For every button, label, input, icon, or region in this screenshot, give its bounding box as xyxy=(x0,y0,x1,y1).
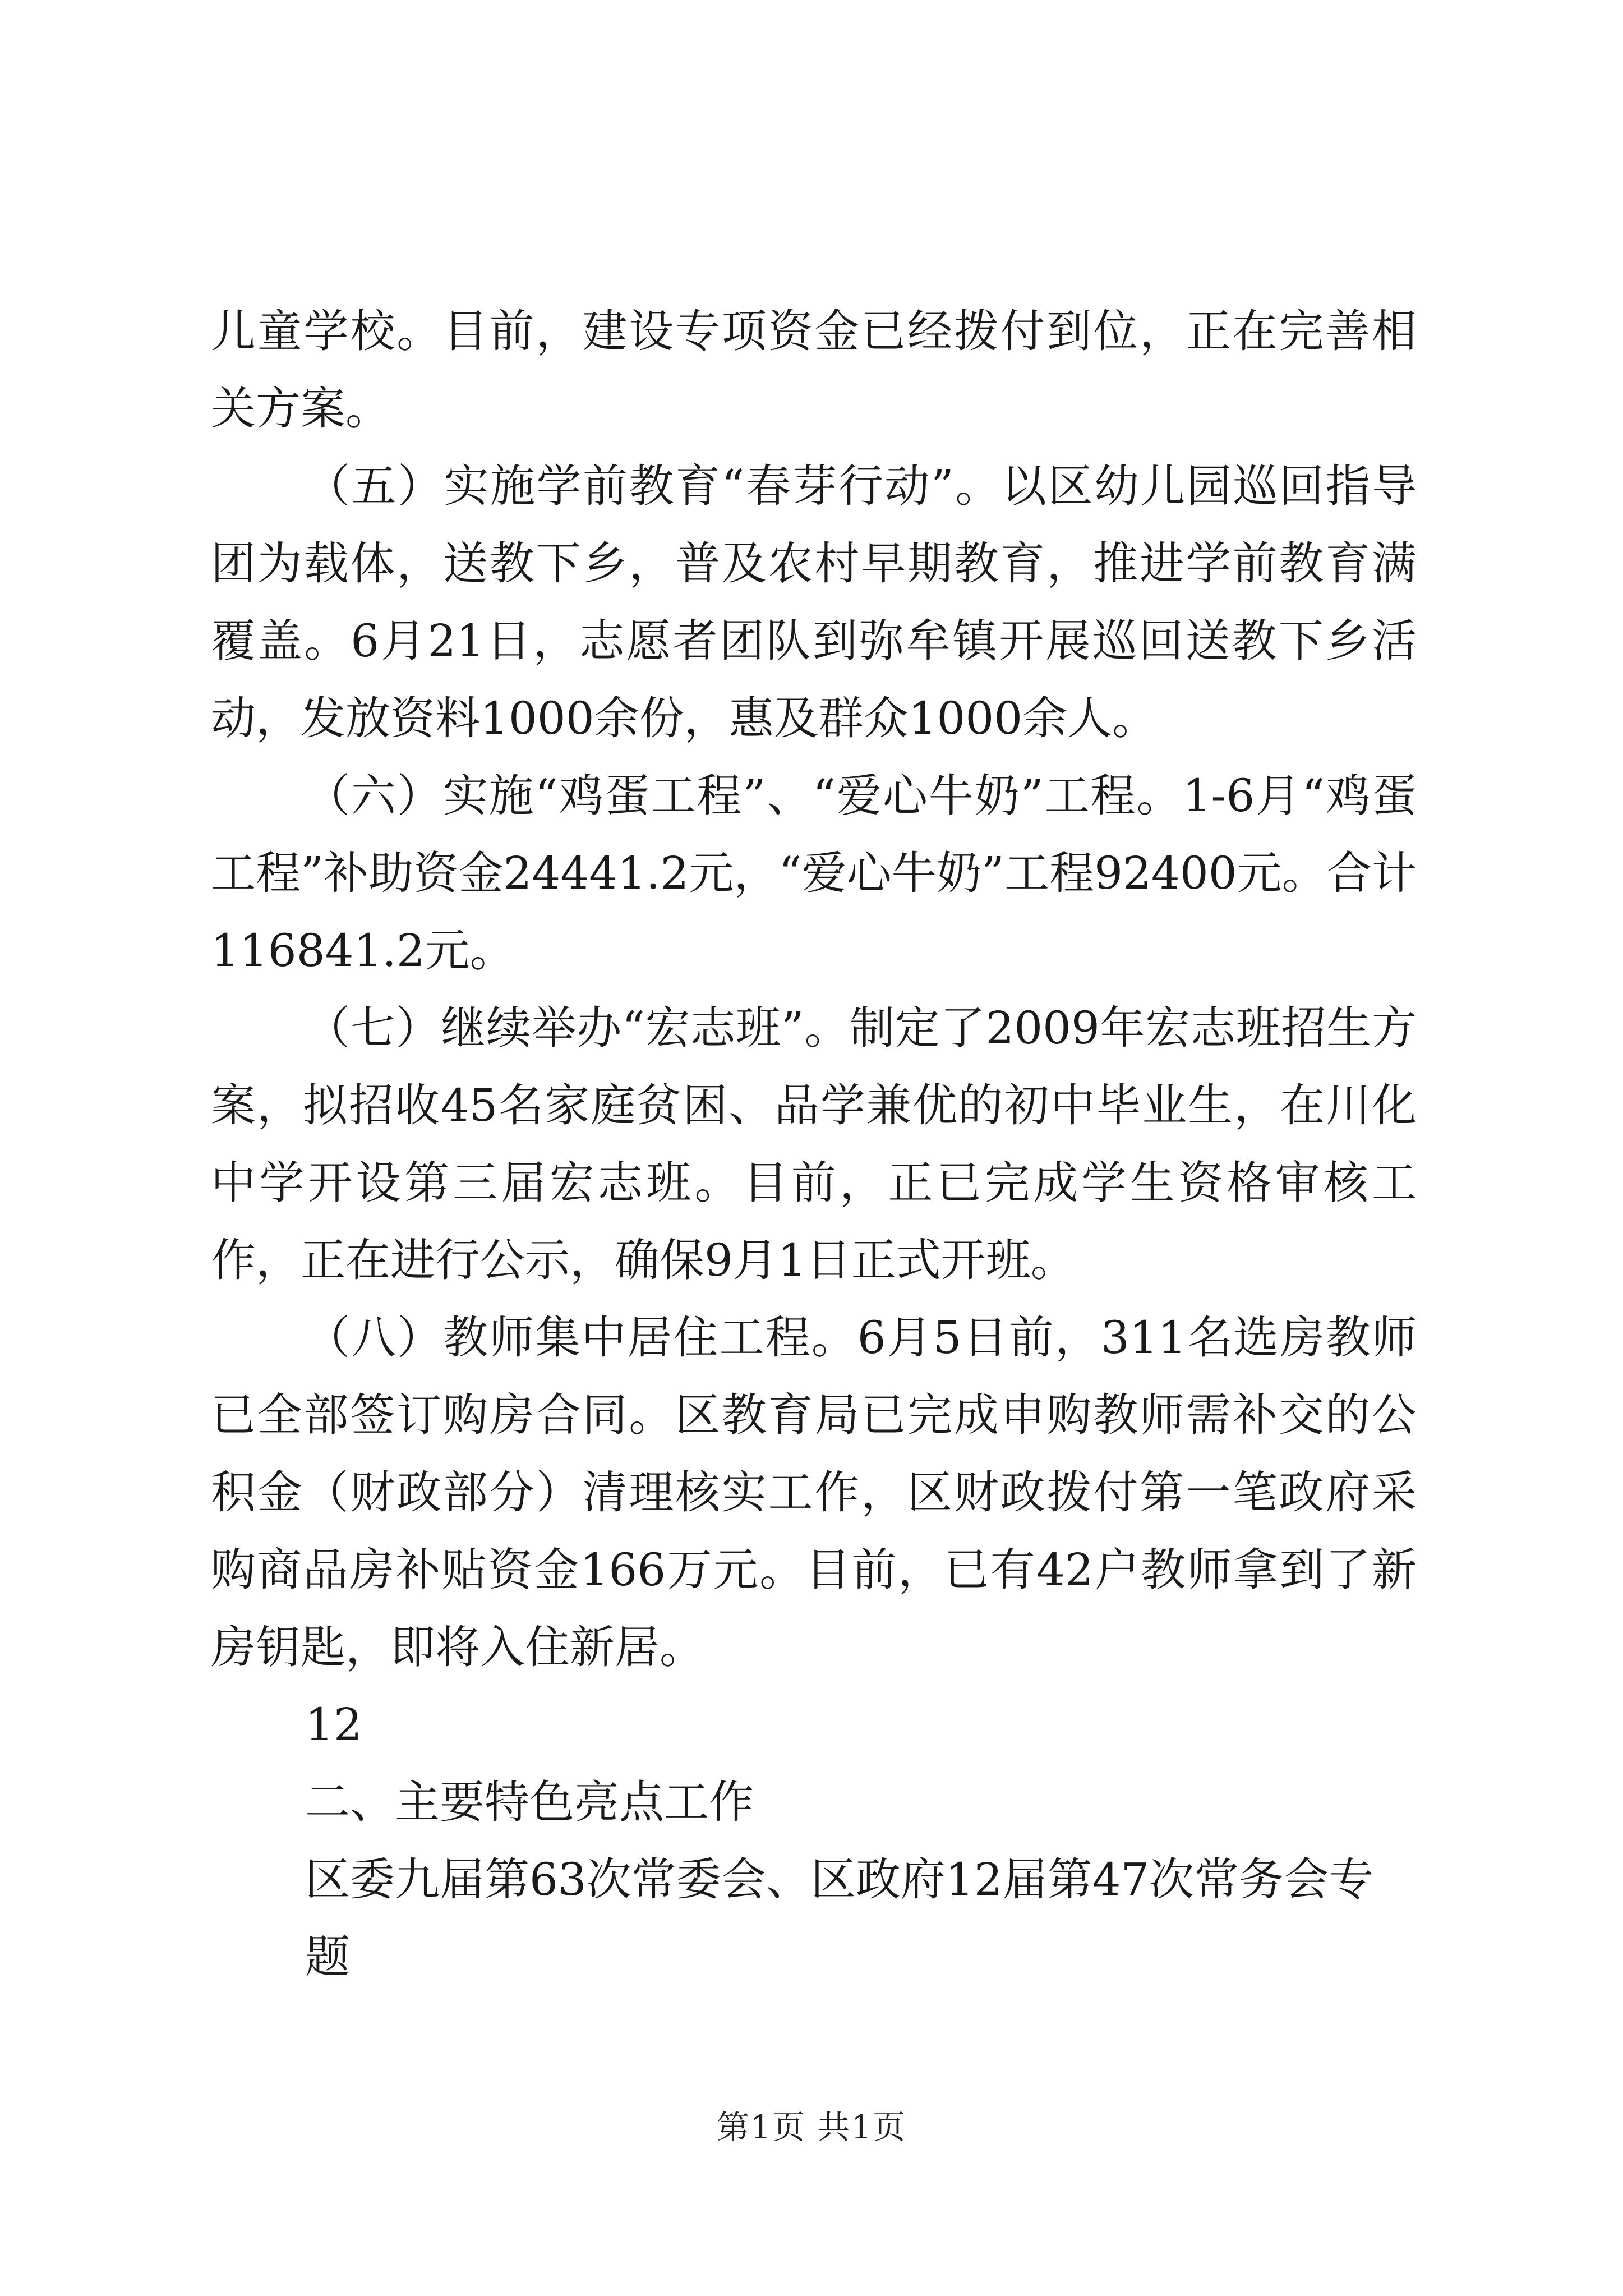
section-heading: 二、主要特色亮点工作 xyxy=(305,1776,754,1828)
stray-number: 12 xyxy=(305,1699,362,1751)
paragraph-section-7: （七）继续举办“宏志班”。制定了2009年宏志班招生方案，拟招收45名家庭贫困、品学兼优的初中毕业生，在川化中学开设第三届宏志班。目前，正已完成学生资格审核工作，正在进行公示，确保9月1日正式开班。 xyxy=(211,1002,1417,1286)
document-body xyxy=(211,293,1417,1996)
paragraph-section-8: （八）教师集中居住工程。6月5日前，311名选房教师已全部签订购房合同。区教育局已完成申购教师需补交的公积金（财政部分）清理核实工作，区财政拨付第一笔政府采购商品房补贴资金166万元。目前，已有42户教师拿到了新房钥匙，即将入住新居。 xyxy=(211,1312,1417,1673)
paragraph-continuation: 儿童学校。目前，建设专项资金已经拨付到位，正在完善相关方案。 xyxy=(211,305,1417,435)
paragraph-section-6: （六）实施“鸡蛋工程”、“爱心牛奶”工程。1-6月“鸡蛋工程”补助资金24441.2元，“爱心牛奶”工程92400元。合计116841.2元。 xyxy=(211,770,1417,977)
page-footer: 第1页 共1页 xyxy=(716,2108,907,2146)
paragraph-section-5: （五）实施学前教育“春芽行动”。以区幼儿园巡回指导团为载体，送教下乡，普及农村早期教育，推进学前教育满覆盖。6月21日，志愿者团队到弥牟镇开展巡回送教下乡活动，发放资料1000余份，惠及群众1000余人。 xyxy=(211,460,1417,744)
paragraph-closing: 区委九届第63次常委会、区政府12届第47次常务会专题 xyxy=(305,1853,1374,1983)
